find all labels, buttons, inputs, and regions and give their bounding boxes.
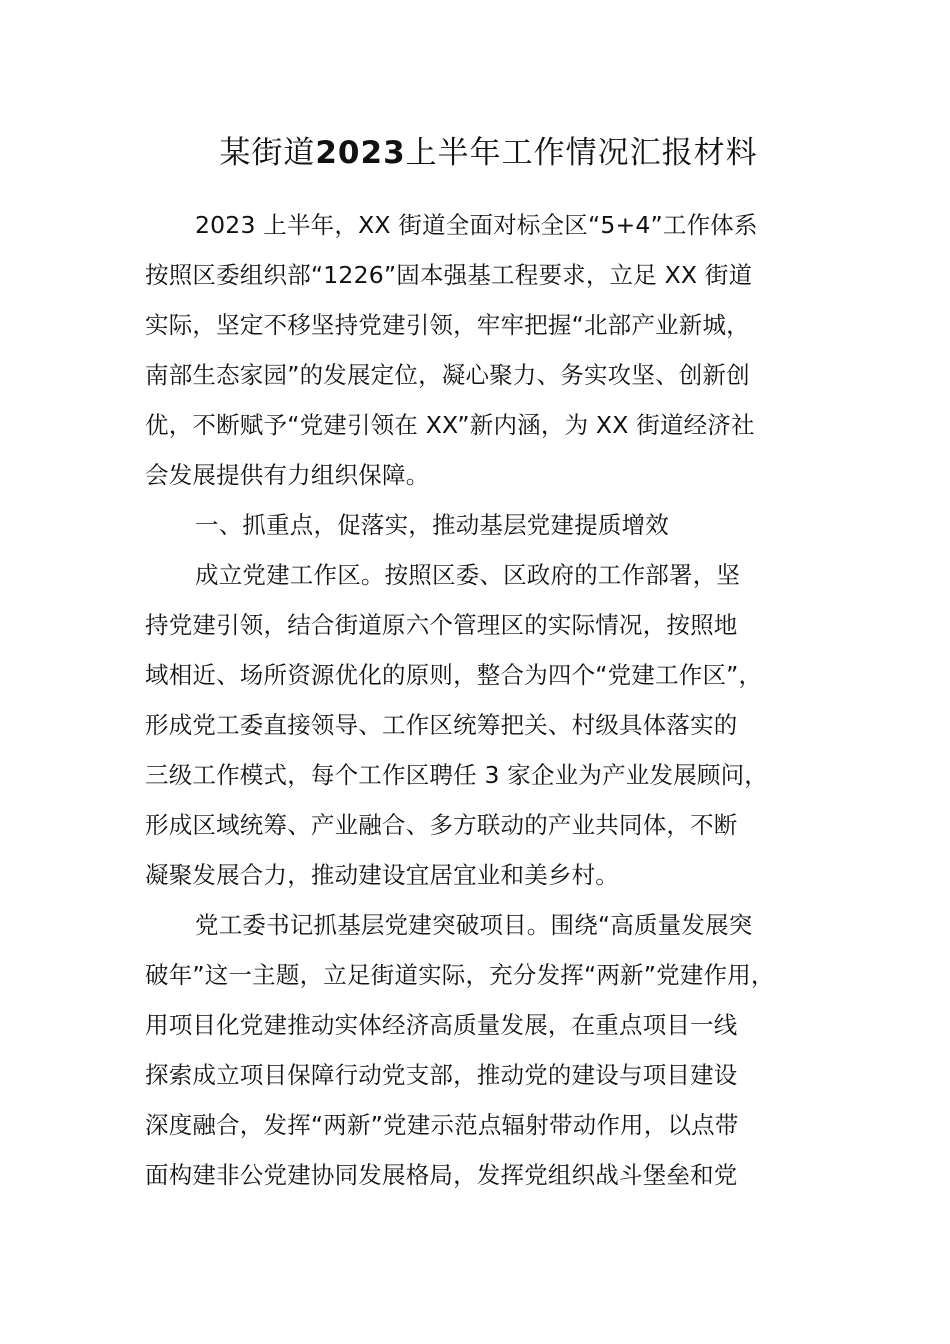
text-line: 形成区域统筹、产业融合、多方联动的产业共同体，不断	[145, 811, 738, 839]
text-line: 凝聚发展合力，推动建设宜居宜业和美乡村。	[145, 861, 619, 889]
text-line: 会发展提供有力组织保障。	[145, 461, 430, 489]
text-line: 实际，坚定不移坚持党建引领，牢牢把握“北部产业新城，	[145, 311, 750, 339]
text-line: 域相近、场所资源优化的原则，整合为四个“党建工作区”，	[145, 661, 763, 689]
document-title	[135, 0, 842, 178]
title-suffix: 上半年工作情况汇报材料	[405, 135, 758, 171]
text-line: 按照区委组织部“1226”固本强基工程要求，立足 XX 街道	[145, 261, 753, 289]
text-line: 优，不断赋予“党建引领在 XX”新内涵，为 XX 街道经济社	[145, 411, 755, 439]
text-line: 探索成立项目保障行动党支部，推动党的建设与项目建设	[145, 1061, 738, 1089]
text-line: 面构建非公党建协同发展格局，发挥党组织战斗堡垒和党	[145, 1161, 738, 1189]
text-line: 2023 上半年，XX 街道全面对标全区“5+4”工作体系	[195, 211, 758, 239]
text-line: 深度融合，发挥“两新”党建示范点辐射带动作用，以点带	[145, 1111, 739, 1139]
title-prefix: 某街道	[219, 135, 316, 171]
text-line: 用项目化党建推动实体经济高质量发展，在重点项目一线	[145, 1011, 738, 1039]
text-line: 形成党工委直接领导、工作区统筹把关、村级具体落实的	[145, 711, 738, 739]
title-year: 2023	[315, 135, 406, 171]
text-line: 党工委书记抓基层党建突破项目。围绕“高质量发展突	[195, 911, 753, 939]
text-line: 一、抓重点，促落实，推动基层党建提质增效	[195, 511, 669, 539]
text-line: 持党建引领，结合街道原六个管理区的实际情况，按照地	[145, 611, 738, 639]
text-line: 破年”这一主题，立足街道实际，充分发挥“两新”党建作用，	[145, 961, 775, 989]
text-line: 三级工作模式，每个工作区聘任 3 家企业为产业发展顾问，	[145, 761, 768, 789]
text-line: 南部生态家园”的发展定位，凝心聚力、务实攻坚、创新创	[145, 361, 750, 389]
document-body	[145, 200, 832, 1200]
text-line: 成立党建工作区。按照区委、区政府的工作部署，坚	[195, 561, 741, 589]
